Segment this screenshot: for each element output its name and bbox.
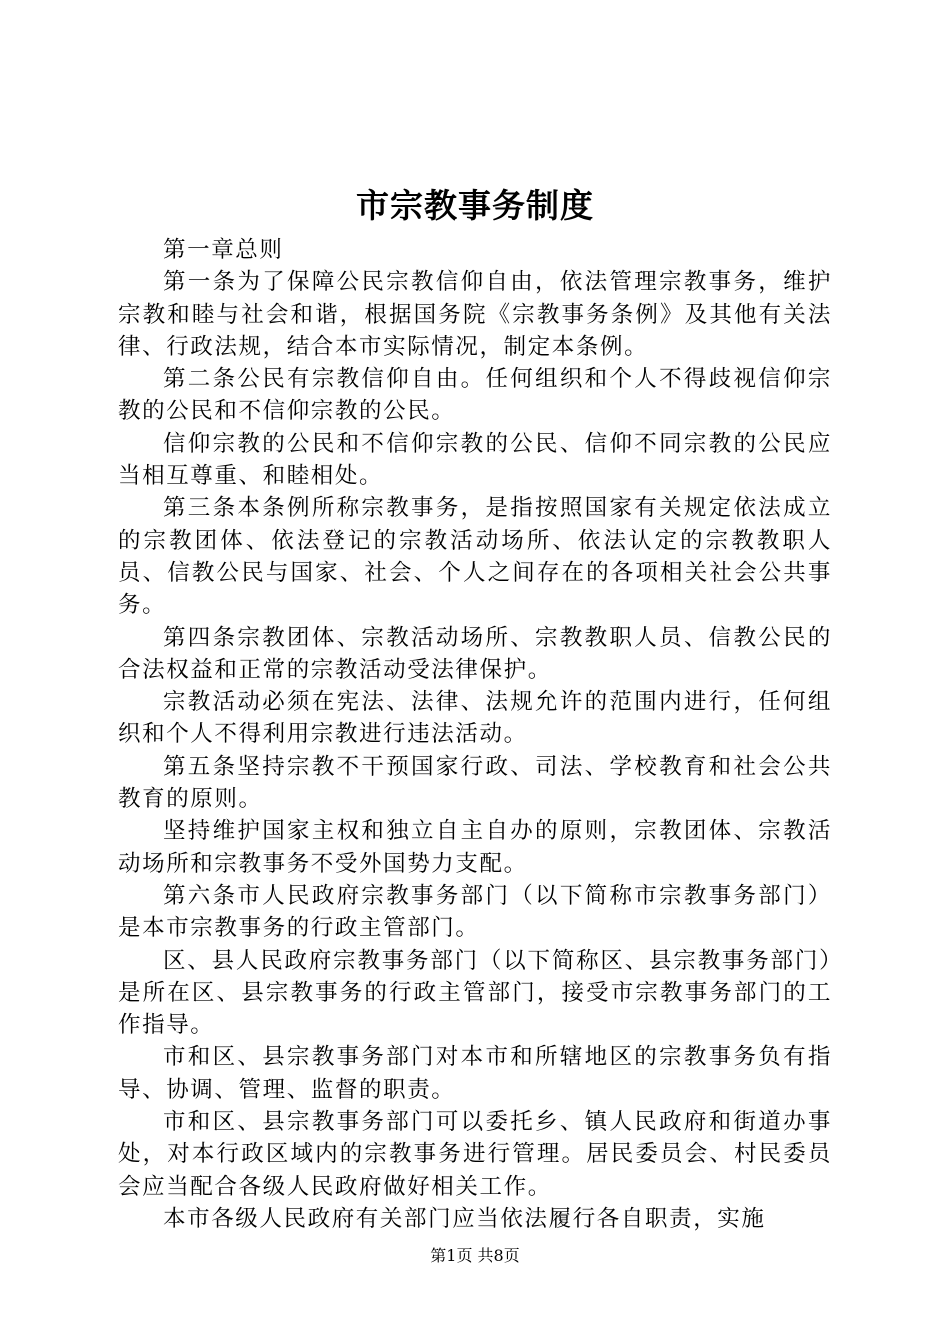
paragraph: 宗教活动必须在宪法、法律、法规允许的范围内进行，任何组织和个人不得利用宗教进行违法活动。	[118, 689, 832, 748]
paragraph: 第五条坚持宗教不干预国家行政、司法、学校教育和社会公共教育的原则。	[118, 753, 832, 813]
paragraph: 第二条公民有宗教信仰自由。任何组织和个人不得歧视信仰宗教的公民和不信仰宗教的公民。	[118, 366, 832, 425]
paragraph: 第三条本条例所称宗教事务，是指按照国家有关规定依法成立的宗教团体、依法登记的宗教活动场所、依法认定的宗教教职人员、信教公民与国家、社会、个人之间存在的各项相关社会公共事务。	[118, 495, 832, 619]
paragraph: 第一条为了保障公民宗教信仰自由，依法管理宗教事务，维护宗教和睦与社会和谐，根据国务院《宗教事务条例》及其他有关法律、行政法规，结合本市实际情况，制定本条例。	[118, 269, 832, 360]
paragraph: 坚持维护国家主权和独立自主自办的原则，宗教团体、宗教活动场所和宗教事务不受外国势力支配。	[118, 818, 832, 877]
paragraph: 第四条宗教团体、宗教活动场所、宗教教职人员、信教公民的合法权益和正常的宗教活动受法律保护。	[118, 624, 832, 683]
document-title: 市宗教事务制度	[356, 186, 594, 225]
paragraph: 市和区、县宗教事务部门可以委托乡、镇人民政府和街道办事处，对本行政区域内的宗教事务进行管理。居民委员会、村民委员会应当配合各级人民政府做好相关工作。	[118, 1109, 832, 1200]
page-footer: 第1页 共8页	[430, 1246, 520, 1265]
document-body	[118, 234, 832, 1235]
paragraph: 区、县人民政府宗教事务部门（以下简称区、县宗教事务部门）是所在区、县宗教事务的行政主管部门，接受市宗教事务部门的工作指导。	[118, 947, 832, 1039]
paragraph: 本市各级人民政府有关部门应当依法履行各自职责，实施	[163, 1205, 766, 1232]
paragraph: 第六条市人民政府宗教事务部门（以下简称市宗教事务部门）是本市宗教事务的行政主管部门。	[118, 882, 832, 942]
paragraph: 第一章总则	[163, 237, 284, 263]
paragraph: 信仰宗教的公民和不信仰宗教的公民、信仰不同宗教的公民应当相互尊重、和睦相处。	[118, 430, 832, 490]
paragraph: 市和区、县宗教事务部门对本市和所辖地区的宗教事务负有指导、协调、管理、监督的职责。	[118, 1044, 832, 1103]
